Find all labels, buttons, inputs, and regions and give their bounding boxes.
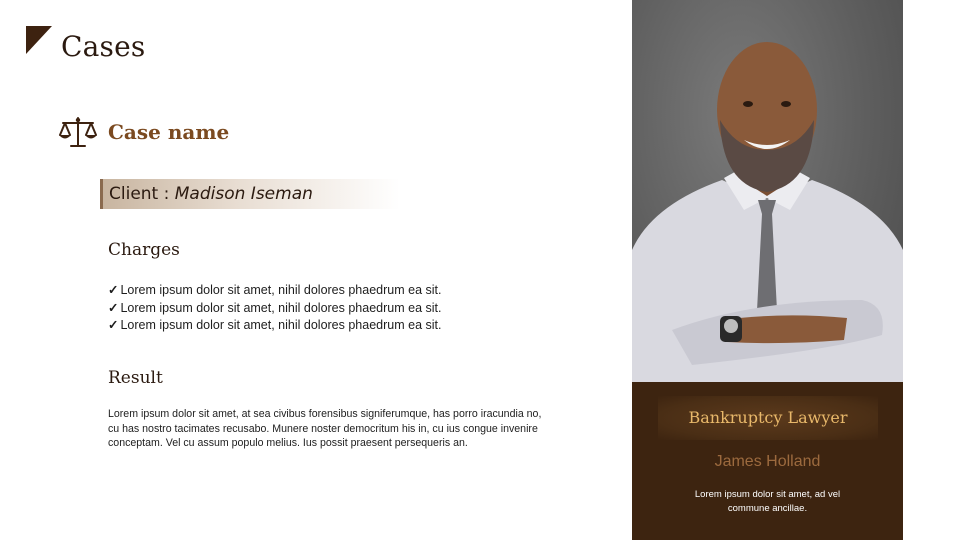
charge-item [108,282,441,300]
checkmark-icon: ✓ [108,318,119,332]
corner-accent-mark [26,26,52,54]
charge-text: Lorem ipsum dolor sit amet, nihil dolores phaedrum ea sit. [120,283,442,297]
lawyer-description: Lorem ipsum dolor sit amet, ad vel commune ancillae. [694,489,841,514]
page-title: Cases [61,30,146,63]
scales-of-justice-icon [57,115,99,151]
charges-list [108,282,441,335]
charge-text: Lorem ipsum dolor sit amet, nihil dolores phaedrum ea sit. [120,300,442,315]
charge-text: Lorem ipsum dolor sit amet, nihil dolores phaedrum ea sit. [120,318,442,332]
charge-item [108,300,441,318]
result-text: Lorem ipsum dolor sit amet, at sea civibus forensibus signiferumque, has porro iracundia no, cu has nostro tacimates recusabo. Munere noster democritum his in, cu ius congue invenire conceptam. Vel cu assum populo melius. Ius possit praesent persequeris an. [108,408,542,450]
lawyer-role-title: Bankruptcy Lawyer [658,396,878,440]
client-name: Madison Iseman [174,184,313,204]
case-name: Case name [108,120,230,144]
result-heading: Result [108,368,163,388]
lawyer-portrait-photo [632,0,903,382]
client-bar [100,179,400,209]
lawyer-name: James Holland [714,453,821,470]
charge-item [108,317,441,335]
charges-heading: Charges [108,240,180,260]
checkmark-icon: ✓ [108,300,119,315]
client-label: Client : [109,184,175,204]
checkmark-icon: ✓ [108,283,119,297]
